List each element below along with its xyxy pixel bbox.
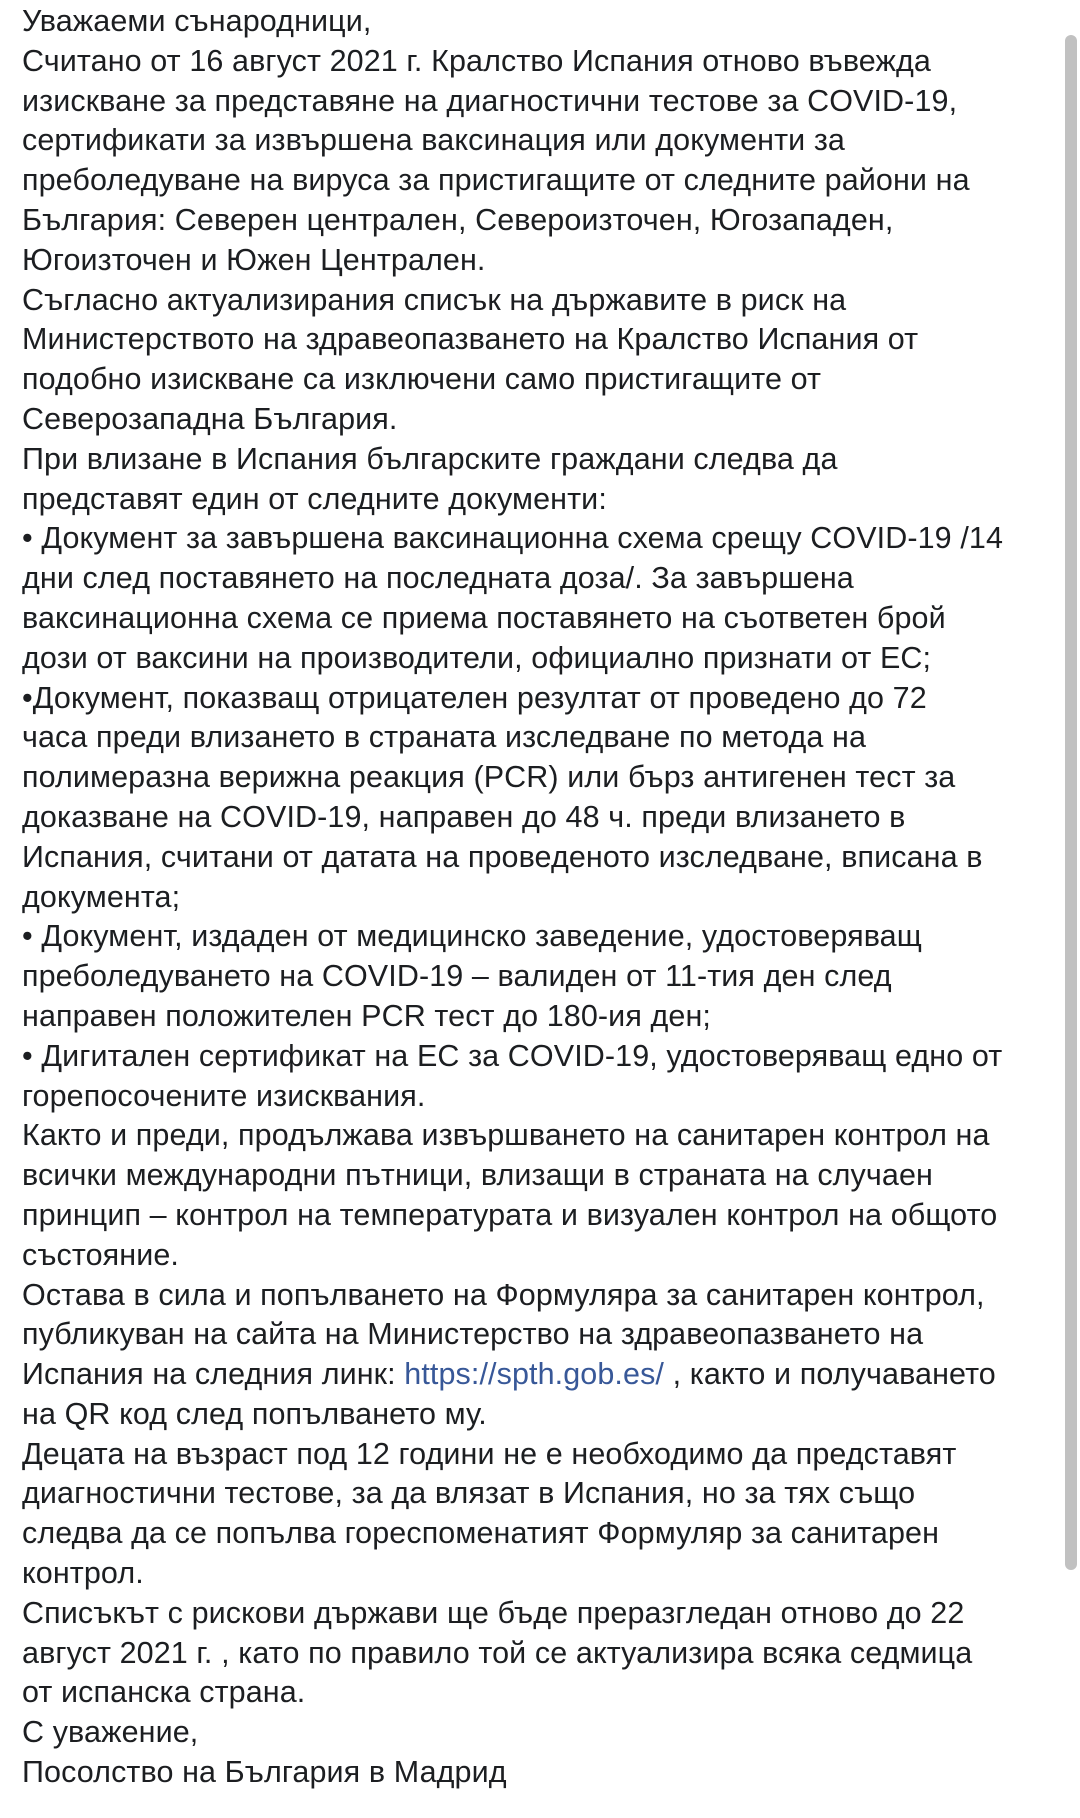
post-line: следва да се попълва гореспоменатият Формуляр за санитарен <box>22 1516 940 1551</box>
post-line: на QR код след попълването му. <box>22 1396 487 1431</box>
post-line: от испанска страна. <box>22 1675 306 1710</box>
post-line: преболедуване на вируса за пристигащите от следните райони на <box>22 163 970 198</box>
post-line-with-link <box>22 1355 1052 1395</box>
post-text-block <box>22 2 1052 1355</box>
post-line: всички международни пътници, влизащи в страната на случаен <box>22 1158 933 1193</box>
post-line: Северозападна България. <box>22 401 398 436</box>
post-line: Уважаеми сънародници, <box>22 4 372 38</box>
post-line: Югоизточен и Южен Централен. <box>22 242 486 277</box>
post-line: контрол. <box>22 1556 144 1591</box>
post-line: С уважение, <box>22 1715 199 1750</box>
post-line: сертификати за извършена ваксинация или документи за <box>22 123 845 158</box>
post-line: Министерството на здравеопазването на Кралство Испания от <box>22 322 919 357</box>
post-line: Остава в сила и попълването на Формуляра за санитарен контрол, <box>22 1277 985 1312</box>
post-line: Списъкът с рискови държави ще бъде преразгледан отново до 22 <box>22 1595 965 1630</box>
spth-link[interactable]: https://spth.gob.es/ <box>404 1357 664 1392</box>
post-line: изискване за представяне на диагностични тестове за COVID-19, <box>22 83 958 118</box>
post-line: публикуван на сайта на Министерство на здравеопазването на <box>22 1317 924 1352</box>
post-line: подобно изискване са изключени само пристигащите от <box>22 362 822 397</box>
post-line: принцип – контрол на температурата и визуален контрол на общото <box>22 1197 998 1232</box>
post-line: •Документ, показващ отрицателен резултат от проведено до 72 <box>22 680 927 715</box>
post-line: състояние. <box>22 1237 179 1272</box>
vertical-scrollbar[interactable] <box>1065 35 1077 1570</box>
post-line: представят един от следните документи: <box>22 481 607 516</box>
post-line: Считано от 16 август 2021 г. Кралство Испания отново въвежда <box>22 43 931 78</box>
post-line: • Документ за завършена ваксинационна схема срещу COVID-19 /14 <box>22 521 1004 556</box>
post-line: диагностични тестове, за да влязат в Испания, но за тях също <box>22 1476 916 1511</box>
post-line: преболедуването на COVID-19 – валиден от 11-тия ден след <box>22 959 892 994</box>
post-line: доказване на COVID-19, направен до 48 ч. преди влизането в <box>22 799 906 834</box>
link-suffix-text: , както и получаването <box>664 1357 996 1392</box>
post-line: август 2021 г. , като по правило той се актуализира всяка седмица <box>22 1635 973 1670</box>
post-line: документа; <box>22 879 181 914</box>
post-line: дози от ваксини на производители, официално признати от ЕС; <box>22 640 932 675</box>
post-line: ваксинационна схема се приема поставянето на съответен брой <box>22 600 946 635</box>
post-line: горепосочените изисквания. <box>22 1078 426 1113</box>
post-line: Посолство на България в Мадрид <box>22 1755 507 1790</box>
post-line: България: Северен централен, Североизточен, Югозападен, <box>22 202 894 237</box>
post-line: дни след поставянето на последната доза/. За завършена <box>22 561 854 596</box>
post-body <box>22 2 1052 1793</box>
post-line: часа преди влизането в страната изследване по метода на <box>22 720 867 755</box>
link-prefix-text: Испания на следния линк: <box>22 1357 405 1392</box>
post-line: • Дигитален сертификат на ЕС за COVID-19, удостоверяващ едно от <box>22 1038 1003 1073</box>
post-line: Съгласно актуализирания списък на държавите в риск на <box>22 282 847 317</box>
post-line: Децата на възраст под 12 години не е необходимо да представят <box>22 1436 957 1471</box>
post-line: полимеразна верижна реакция (PCR) или бърз антигенен тест за <box>22 760 956 795</box>
post-line: При влизане в Испания българските граждани следва да <box>22 441 838 476</box>
post-line: • Документ, издаден от медицинско заведение, удостоверяващ <box>22 919 922 954</box>
post-line: направен положителен PCR тест до 180-ия ден; <box>22 998 711 1033</box>
post-line: Испания, считани от датата на проведеното изследване, вписана в <box>22 839 983 874</box>
post-text-block-end <box>22 1395 1052 1793</box>
post-line: Както и преди, продължава извършването на санитарен контрол на <box>22 1118 990 1153</box>
